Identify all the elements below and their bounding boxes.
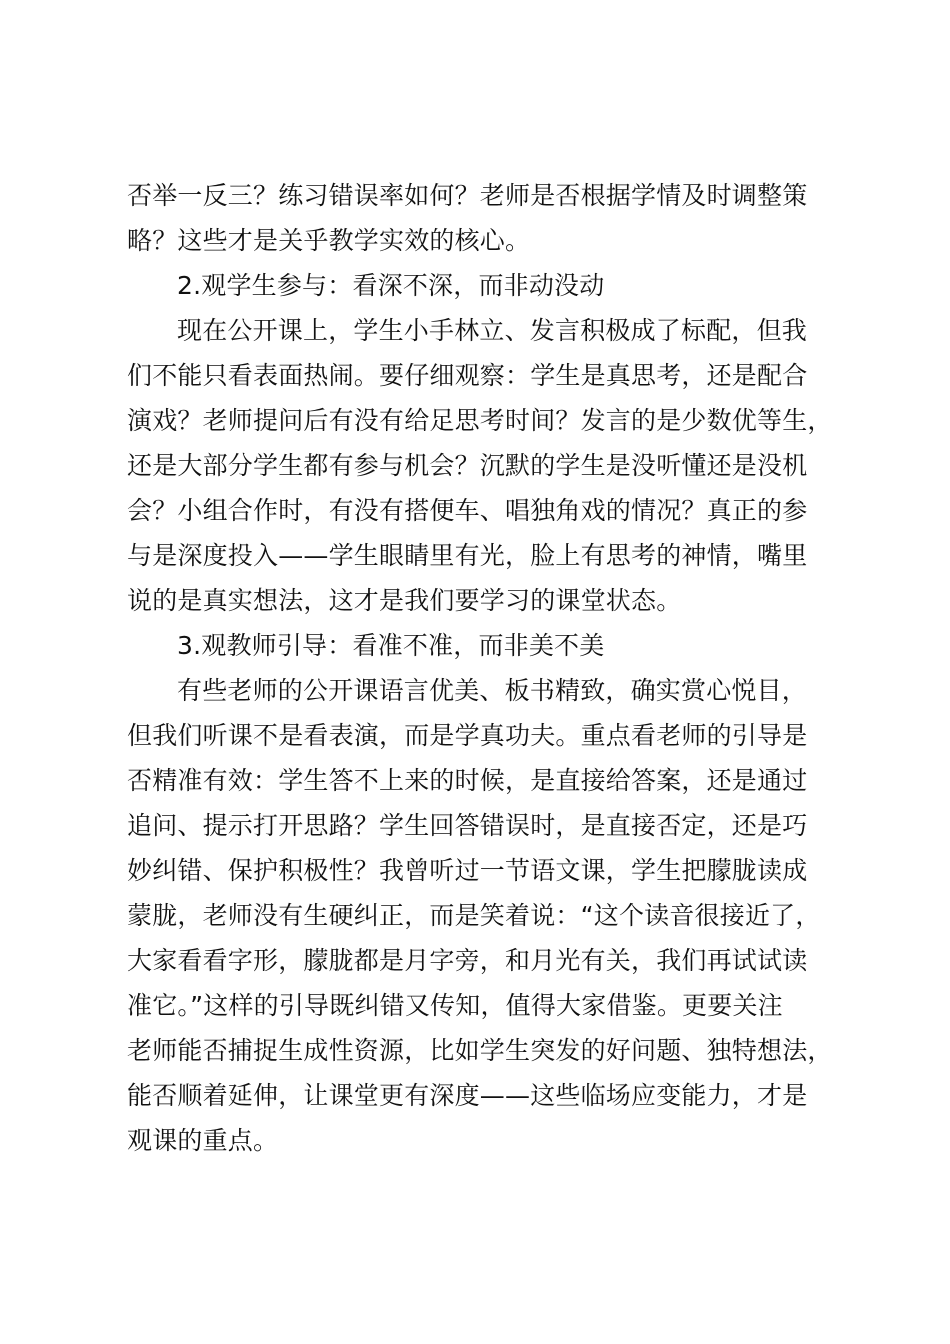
text-line-17: 蒙胧，老师没有生硬纠正，而是笑着说：“这个读音很接近了，	[127, 901, 821, 930]
text-line-19: 准它。”这样的引导既纠错又传知，值得大家借鉴。更要关注	[127, 991, 783, 1020]
text-line-22: 观课的重点。	[127, 1126, 279, 1155]
text-line-4: 现在公开课上，学生小手林立、发言积极成了标配，但我	[177, 316, 808, 345]
document-body	[127, 173, 857, 1163]
text-line-7: 还是大部分学生都有参与机会？沉默的学生是没听懂还是没机	[127, 451, 808, 480]
text-line-14: 否精准有效：学生答不上来的时候，是直接给答案，还是通过	[127, 766, 808, 795]
text-line-18: 大家看看字形，朦胧都是月字旁，和月光有关，我们再试试读	[127, 946, 808, 975]
text-line-20: 老师能否捕捉生成性资源，比如学生突发的好问题、独特想法，	[127, 1036, 833, 1065]
section-heading-3: 3.观教师引导：看准不准，而非美不美	[177, 631, 605, 660]
text-line-13: 但我们听课不是看表演，而是学真功夫。重点看老师的引导是	[127, 721, 808, 750]
text-line-16: 妙纠错、保护积极性？我曾听过一节语文课，学生把朦胧读成	[127, 856, 808, 885]
text-line-8: 会？小组合作时，有没有搭便车、唱独角戏的情况？真正的参	[127, 496, 808, 525]
text-line-2: 略？这些才是关乎教学实效的核心。	[127, 226, 531, 255]
text-line-6: 演戏？老师提问后有没有给足思考时间？发言的是少数优等生，	[127, 406, 833, 435]
text-line-5: 们不能只看表面热闹。要仔细观察：学生是真思考，还是配合	[127, 361, 808, 390]
text-line-15: 追问、提示打开思路？学生回答错误时，是直接否定，还是巧	[127, 811, 808, 840]
text-line-21: 能否顺着延伸，让课堂更有深度——这些临场应变能力，才是	[127, 1081, 808, 1110]
section-heading-2: 2.观学生参与：看深不深，而非动没动	[177, 271, 605, 300]
text-line-12: 有些老师的公开课语言优美、板书精致，确实赏心悦目，	[177, 676, 808, 705]
text-line-10: 说的是真实想法，这才是我们要学习的课堂状态。	[127, 586, 682, 615]
text-line-1: 否举一反三？练习错误率如何？老师是否根据学情及时调整策	[127, 181, 808, 210]
text-line-9: 与是深度投入——学生眼睛里有光，脸上有思考的神情，嘴里	[127, 541, 808, 570]
